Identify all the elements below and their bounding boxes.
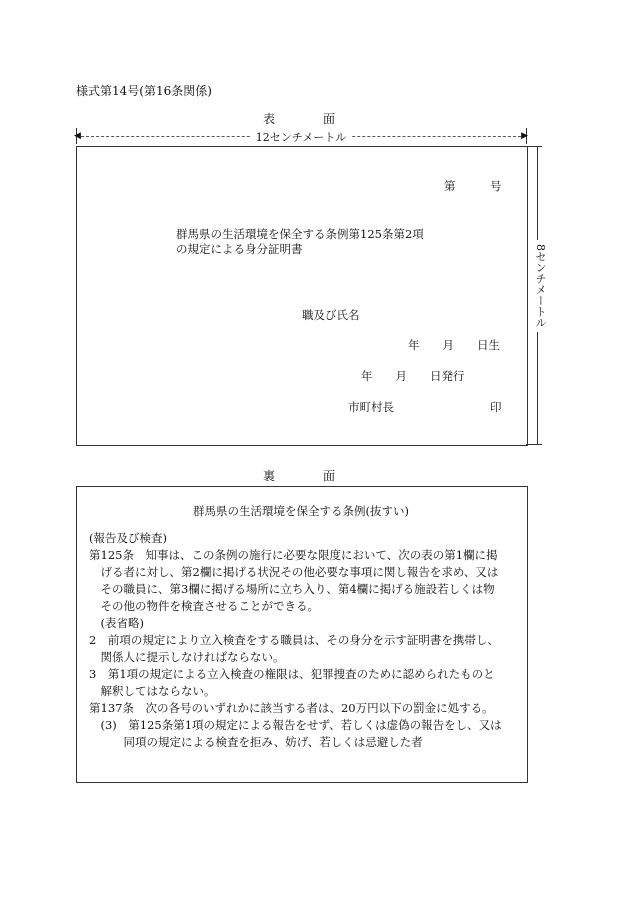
mayor-label: 市町村長 xyxy=(348,400,394,414)
back-title: 群馬県の生活環境を保全する条例(抜すい) xyxy=(193,504,409,518)
seal-label: 印 xyxy=(490,400,502,414)
ruler-tick-top xyxy=(526,146,542,147)
back-heading: 裏 面 xyxy=(263,469,336,483)
back-line: 同項の規定による検査を拒み、妨げ、若しくは忌避した者 xyxy=(89,735,423,749)
back-line: 2 前項の規定により立入検査をする職員は、その身分を示す証明書を携帯し、 xyxy=(89,633,499,647)
card-number-label: 第 号 xyxy=(444,179,502,193)
back-line: その他の物件を検査させることができる。 xyxy=(89,599,319,613)
width-dimension-ruler xyxy=(74,131,528,144)
name-label: 職及び氏名 xyxy=(302,308,360,322)
back-line: げる者に対し、第2欄に掲げる状況その他必要な事項に関し報告を求め、又は xyxy=(89,565,499,579)
width-label: 12センチメートル xyxy=(252,129,351,145)
back-line: 3 第1項の規定による立入検査の権限は、犯罪捜査のために認められたものと xyxy=(89,667,495,681)
height-label: 8センチメートル xyxy=(528,240,548,332)
back-line: 第137条 次の各号のいずれかに該当する者は、20万円以下の罰金に処する。 xyxy=(89,701,494,715)
card-title-line2: の規定による身分証明書 xyxy=(176,242,303,256)
ruler-tick-bottom xyxy=(526,444,542,445)
back-line: 解釈してはならない。 xyxy=(89,684,216,698)
arrow-left-icon: ◀ xyxy=(74,131,81,141)
arrow-right-icon: ▶ xyxy=(521,131,528,141)
issue-date-label: 年 月 日発行 xyxy=(361,369,465,383)
card-title-line1: 群馬県の生活環境を保全する条例第125条第2項 xyxy=(176,227,424,241)
form-number: 様式第14号(第16条関係) xyxy=(76,84,212,98)
back-line: (報告及び検査) xyxy=(89,531,167,545)
back-line: 関係人に提示しなければならない。 xyxy=(89,650,285,664)
back-line: (3) 第125条第1項の規定による報告をせず、若しくは虚偽の報告をし、又は xyxy=(89,718,502,732)
back-line: その職員に、第3欄に掲げる場所に立ち入り、第4欄に掲げる施設若しくは物 xyxy=(89,582,495,596)
front-heading: 表 面 xyxy=(263,112,336,126)
back-line: 第125条 知事は、この条例の施行に必要な限度において、次の表の第1欄に掲 xyxy=(89,548,498,562)
birth-date-label: 年 月 日生 xyxy=(408,338,500,352)
back-line: (表省略) xyxy=(89,616,144,630)
